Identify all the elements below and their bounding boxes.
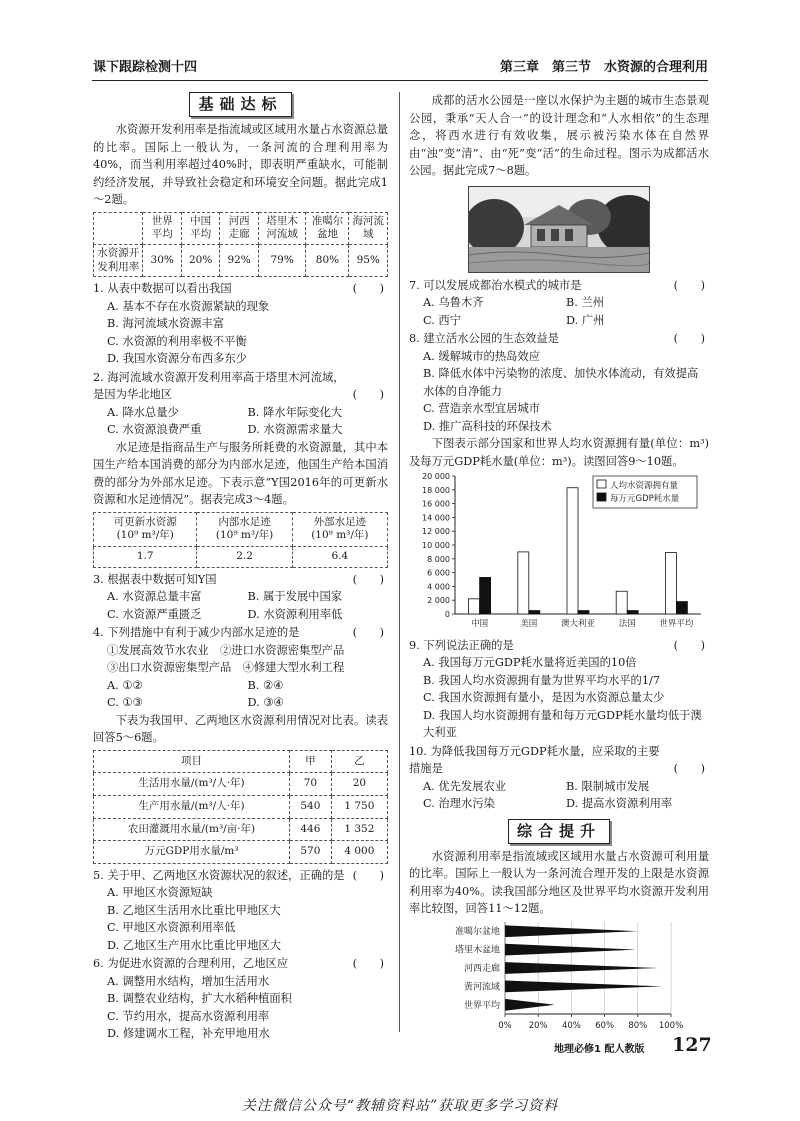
option-b[interactable]: B. 调整农业结构，扩大水稻种植面积	[107, 992, 292, 1006]
table-cell: 446	[290, 818, 332, 841]
table-header-cell: 河西走廊	[220, 212, 258, 244]
option-c[interactable]: C. ①③	[107, 696, 143, 710]
option-d[interactable]: D. ③④	[247, 696, 284, 710]
table-header-cell: 世界平均	[143, 212, 181, 244]
option-b[interactable]: B. 降低水体中污染物的浓度、加快水体流动，有效提高水体的自净能力	[423, 367, 699, 398]
utilization-bar	[505, 999, 555, 1011]
bar-gdp-water-use	[627, 611, 638, 614]
bar-water-per-capita	[665, 553, 676, 614]
y-tick-label: 黄河流域	[463, 982, 500, 993]
table-header-cell: 乙	[331, 750, 387, 773]
utilization-table	[93, 212, 388, 278]
footer-book-label: 地理必修1 配人教版	[554, 1044, 645, 1055]
option-c[interactable]: C. 水资源严重匮乏	[107, 607, 202, 621]
legend-swatch	[597, 480, 606, 488]
y-tick-label: 16 000	[422, 499, 450, 509]
y-tick-label: 6 000	[427, 568, 450, 578]
x-tick-label: 60%	[595, 1020, 615, 1031]
table-cell: 30%	[143, 245, 181, 277]
option-d[interactable]: D. 水资源需求量大	[247, 423, 343, 437]
x-tick-label: 80%	[628, 1020, 648, 1031]
option-a[interactable]: A. 降水总量少	[107, 405, 179, 419]
x-tick-label: 0%	[498, 1020, 512, 1031]
utilization-bar	[505, 962, 658, 974]
bar-gdp-water-use	[480, 577, 491, 614]
x-tick-label: 法国	[618, 619, 636, 629]
option-c[interactable]: C. 营造亲水型宜居城市	[423, 402, 541, 415]
table-cell: 6.4	[292, 547, 387, 568]
right-column	[409, 92, 709, 1041]
bar-water-per-capita	[616, 591, 627, 614]
y-tick-label: 0	[444, 610, 450, 619]
option-a[interactable]: A. 优先发展农业	[423, 779, 507, 793]
y-tick-label: 12 000	[422, 527, 450, 537]
option-c[interactable]: C. 水资源浪费严重	[107, 423, 202, 437]
intro-paragraph-3: 下表为我国甲、乙两地区水资源利用情况对比表。读表回答5～6题。	[93, 713, 388, 745]
table-header-cell: 准噶尔盆地	[306, 212, 349, 244]
table-header-cell	[94, 212, 143, 244]
option-b[interactable]: B. 乙地区生活用水比重比甲地区大	[107, 903, 281, 917]
item-line: ①发展高效节水农业 ②进口水资源密集型产品	[107, 643, 345, 657]
option-b[interactable]: B. 限制城市发展	[566, 779, 650, 793]
table-cell: 生产用水量/(m³/人·年)	[94, 796, 290, 819]
option-d[interactable]: D. 我国人均水资源拥有量和每万元GDP耗水量均低于澳大利亚	[423, 708, 702, 739]
question-10	[409, 743, 709, 813]
y-tick-label: 20 000	[422, 472, 450, 481]
table-header-cell: 甲	[290, 750, 332, 773]
legend-swatch	[597, 493, 606, 501]
section-title-basic: 基础达标	[189, 92, 291, 117]
page-number: 127	[672, 1034, 712, 1056]
bottom-watermark-note: 关注微信公众号“教辅资料站”获取更多学习资料	[241, 1098, 559, 1114]
intro-paragraph-1: 水资源开发利用率是指流域或区域用水量占水资源总量的比率。国际上一般认为，一条河流的合理利用率为40%，而当利用率超过40%时，即表明严重缺水，可能制约经济发展，并导致社会稳定和环境安全问题。据此完成1～2题。	[93, 123, 388, 207]
y-tick-label: 4 000	[427, 582, 450, 592]
table-cell: 1 750	[331, 796, 387, 819]
question-stem: 3. 根据表中数据可知Y国	[93, 572, 217, 586]
water-gdp-bar-chart	[409, 470, 709, 630]
question-stem: 8. 建立活水公园的生态效益是	[409, 332, 559, 345]
question-stem: 4. 下列措施中有利于减少内部水足迹的是	[93, 626, 300, 640]
question-7	[409, 277, 709, 330]
table-header-cell: 塔里木河流域	[258, 212, 306, 244]
x-tick-label: 澳大利亚	[560, 619, 596, 629]
question-3	[93, 571, 388, 624]
answer-blank[interactable]: ( )	[352, 388, 384, 402]
option-c[interactable]: C. 治理水污染	[423, 797, 495, 810]
table-cell: 1 352	[331, 818, 387, 841]
option-a[interactable]: A. 缓解城市的热岛效应	[423, 349, 541, 363]
y-tick-label: 10 000	[422, 541, 450, 550]
intro-paragraph-4: 成都的活水公园是一座以水保护为主题的城市生态景观公园，秉承“天人合一”的设计理念和“人水相依”的生态理念，将西水进行有效收集，展示被污染水体在自然界由“浊”变“清”、由“死”变“活”的生命过程。图示为成都活水公园。据此完成7～8题。	[409, 94, 709, 177]
y-tick-label: 14 000	[422, 513, 450, 523]
option-c[interactable]: C. 甲地区水资源利用率低	[107, 921, 236, 935]
option-b[interactable]: B. ②④	[247, 678, 284, 692]
table-header-cell: 中国平均	[181, 212, 219, 244]
question-stem: 1. 从表中数据可以看出我国	[93, 282, 232, 296]
answer-blank[interactable]: ( )	[673, 638, 705, 652]
section-title-advanced: 综合提升	[508, 819, 610, 844]
option-d[interactable]: D. 提高水资源利用率	[566, 797, 673, 810]
park-photo	[468, 186, 650, 273]
question-stem: 9. 下列说法正确的是	[409, 638, 514, 652]
answer-blank[interactable]: ( )	[673, 332, 705, 345]
y-tick-label: 塔里木盆地	[454, 945, 500, 956]
x-tick-label: 20%	[528, 1020, 548, 1031]
question-9	[409, 637, 709, 742]
option-d[interactable]: D. 推广高科技的环保技术	[423, 419, 552, 433]
question-stem: 10. 为降低我国每万元GDP耗水量，应采取的主要措施是	[409, 744, 660, 775]
table-header-cell: 项目	[94, 750, 290, 773]
option-a[interactable]: A. 乌鲁木齐	[423, 296, 484, 309]
legend-label: 人均水资源拥有量	[610, 481, 679, 491]
option-d[interactable]: D. 广州	[566, 313, 605, 327]
option-c[interactable]: C. 水资源的利用率极不平衡	[107, 334, 247, 348]
question-stem: 7. 可以发展成都治水模式的城市是	[409, 278, 582, 292]
question-stem: 2. 海河流域水资源开发利用率高于塔里木河流域，是因为华北地区	[93, 370, 345, 402]
x-tick-label: 中国	[471, 619, 489, 629]
option-b[interactable]: B. 我国人均水资源拥有量为世界平均水平的1/7	[423, 673, 661, 687]
question-6	[93, 955, 388, 1043]
table-cell: 生活用水量/(m³/人·年)	[94, 773, 290, 796]
table-cell: 农田灌溉用水量/(m³/亩·年)	[94, 818, 290, 841]
option-a[interactable]: A. 水资源总量丰富	[107, 590, 202, 604]
option-b[interactable]: B. 属于发展中国家	[247, 590, 343, 604]
y-tick-label: 18 000	[422, 485, 450, 495]
table-cell: 万元GDP用水量/m³	[94, 841, 290, 864]
intro-paragraph-5: 下图表示部分国家和世界人均水资源拥有量(单位：m³)及每万元GDP耗水量(单位：m³)。读图回答9～10题。	[409, 437, 709, 468]
question-2	[93, 369, 388, 439]
table-cell: 20%	[181, 245, 219, 277]
utilization-rate-chart	[409, 918, 709, 1036]
option-d[interactable]: D. 修建调水工程，补充甲地用水	[107, 1027, 270, 1041]
answer-blank[interactable]: ( )	[673, 278, 705, 292]
table-header-cell: 海河流域	[349, 212, 388, 244]
y-tick-label: 河西走廊	[463, 963, 500, 974]
option-c[interactable]: C. 西宁	[423, 313, 462, 327]
table-cell: 2.2	[197, 547, 292, 568]
option-a[interactable]: A. 基本不存在水资源紧缺的现象	[107, 299, 270, 313]
x-tick-label: 美国	[520, 619, 538, 629]
park-photo-image	[469, 187, 649, 272]
table-row-label: 水资源开发利用率	[94, 245, 143, 277]
option-b[interactable]: B. 海河流域水资源丰富	[107, 317, 225, 331]
table-header-cell: 外部水足迹 (10⁹ m³/年)	[292, 512, 387, 546]
question-1	[93, 280, 388, 368]
y-tick-label: 准噶尔盆地	[454, 926, 500, 937]
question-5	[93, 867, 388, 955]
utilization-bar	[505, 943, 636, 955]
option-b[interactable]: B. 兰州	[566, 296, 605, 309]
option-a[interactable]: A. 调整用水结构，增加生活用水	[107, 974, 270, 988]
bar-water-per-capita	[567, 488, 578, 614]
option-a[interactable]: A. 甲地区水资源短缺	[107, 886, 213, 900]
y-tick-label: 8 000	[427, 554, 450, 564]
option-d[interactable]: D. 乙地区生产用水比重比甲地区大	[107, 938, 281, 952]
answer-blank[interactable]: ( )	[352, 626, 384, 640]
water-footprint-table	[93, 512, 388, 568]
comparison-table	[93, 750, 388, 864]
option-d[interactable]: D. 我国水资源分布西多东少	[107, 352, 248, 366]
answer-blank[interactable]: ( )	[352, 282, 384, 296]
item-line: ③出口水资源密集型产品 ④修建大型水利工程	[107, 661, 345, 675]
utilization-bar	[505, 980, 663, 992]
table-cell: 92%	[220, 245, 258, 277]
question-stem: 6. 为促进水资源的合理利用，乙地区应	[93, 957, 289, 971]
answer-blank[interactable]: ( )	[673, 762, 705, 775]
option-a[interactable]: A. ①②	[107, 678, 143, 692]
table-cell: 95%	[349, 245, 388, 277]
x-tick-label: 100%	[658, 1020, 684, 1031]
y-tick-label: 2 000	[427, 596, 450, 606]
x-tick-label: 世界平均	[659, 619, 694, 629]
table-cell: 20	[331, 773, 387, 796]
table-cell: 570	[290, 841, 332, 864]
table-header-cell: 可更新水资源 (10⁹ m³/年)	[94, 512, 197, 546]
bar-gdp-water-use	[578, 611, 589, 614]
table-cell: 79%	[258, 245, 306, 277]
table-cell: 4 000	[331, 841, 387, 864]
question-8	[409, 330, 709, 435]
intro-paragraph-6: 水资源利用率是指流域或区域用水量占水资源可利用量的比率。国际上一般认为一条河流合理开发的上限是水资源利用率为40%。读我国部分地区及世界平均水资源开发利用率比较图，回答11～12题。	[409, 849, 709, 916]
answer-blank[interactable]: ( )	[352, 572, 384, 586]
header-left: 课下跟踪检测十四	[93, 60, 198, 75]
bar-gdp-water-use	[529, 611, 540, 614]
option-a[interactable]: A. 我国每万元GDP耗水量将近美国的10倍	[423, 656, 637, 669]
bar-water-per-capita	[518, 552, 529, 614]
x-tick-label: 40%	[561, 1020, 581, 1031]
intro-paragraph-2: 水足迹是指商品生产与服务所耗费的水资源量，其中本国生产给本国消费的部分为内部水足迹，他国生产给本国消费的部分为外部水足迹。下表示意“Y国2016年的可更新水资源和水足迹情况”。据表完成3～4题。	[93, 440, 388, 507]
table-cell: 80%	[306, 245, 349, 277]
column-divider	[399, 92, 400, 1032]
option-b[interactable]: B. 降水年际变化大	[247, 405, 343, 419]
table-header-cell: 内部水足迹 (10⁹ m³/年)	[197, 512, 292, 546]
header-right: 第三章 第三节 水资源的合理利用	[499, 60, 708, 75]
answer-blank[interactable]: ( )	[352, 957, 384, 971]
bar-water-per-capita	[469, 599, 480, 614]
option-c[interactable]: C. 我国水资源拥有量小，是因为水资源总量太少	[423, 691, 665, 704]
table-cell: 1.7	[94, 547, 197, 568]
left-column	[93, 92, 388, 1043]
answer-blank[interactable]: ( )	[352, 868, 384, 882]
y-tick-label: 世界平均	[463, 1000, 500, 1011]
option-d[interactable]: D. 水资源利用率低	[247, 607, 343, 621]
option-c[interactable]: C. 节约用水，提高水资源利用率	[107, 1009, 270, 1023]
table-cell: 540	[290, 796, 332, 819]
table-cell: 70	[290, 773, 332, 796]
question-stem: 5. 关于甲、乙两地区水资源状况的叙述，正确的是	[93, 868, 345, 882]
legend-label: 每万元GDP耗水量	[610, 494, 680, 504]
header-rule	[92, 80, 708, 81]
bar-gdp-water-use	[676, 602, 687, 614]
question-4	[93, 624, 388, 712]
